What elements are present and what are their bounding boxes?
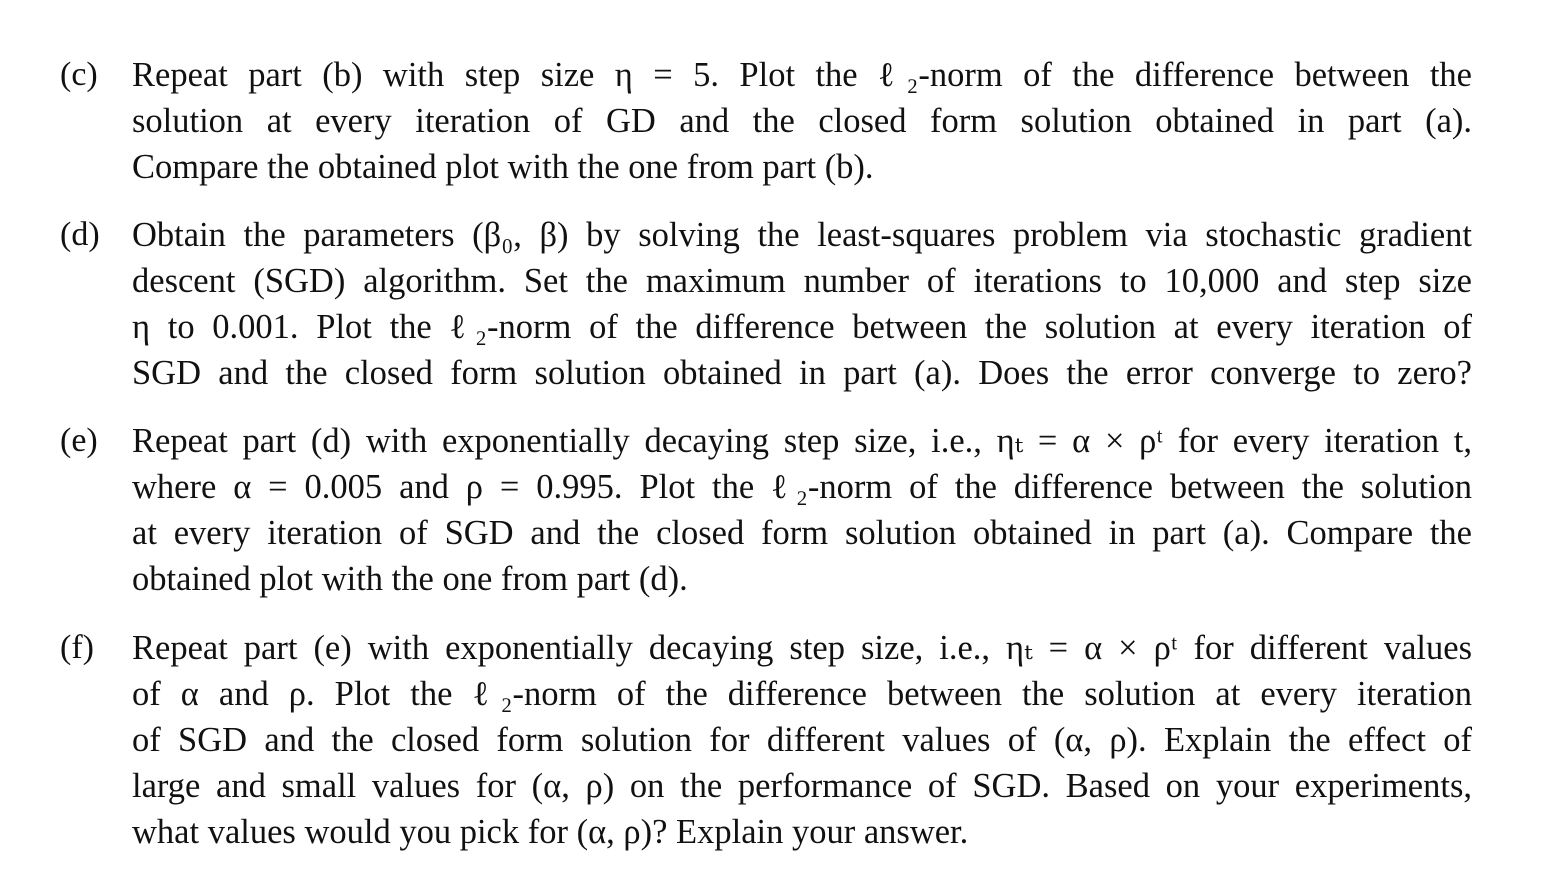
text-line: of α and ρ. Plot the ℓ₂-norm of the difference between the solution at every iteration <box>132 675 1472 713</box>
item-label-d: (d) <box>60 216 100 253</box>
item-text-e <box>132 418 1472 602</box>
text-line: Repeat part (e) with exponentially decaying step size, i.e., ηₜ = α × ρᵗ for different values <box>132 629 1472 667</box>
text-line: Repeat part (b) with step size η = 5. Plot the ℓ₂-norm of the difference between the <box>132 56 1472 94</box>
text-line: obtained plot with the one from part (d). <box>132 560 688 598</box>
item-text-c <box>132 52 1472 190</box>
item-label-c: (c) <box>60 56 98 93</box>
text-line: Compare the obtained plot with the one from part (b). <box>132 148 874 186</box>
text-line: η to 0.001. Plot the ℓ₂-norm of the difference between the solution at every iteration of <box>132 308 1472 346</box>
text-line: Repeat part (d) with exponentially decaying step size, i.e., ηₜ = α × ρᵗ for every iteration t, <box>132 422 1472 460</box>
text-line: large and small values for (α, ρ) on the performance of SGD. Based on your experiments, <box>132 767 1472 805</box>
item-text-f <box>132 625 1472 855</box>
text-line: where α = 0.005 and ρ = 0.995. Plot the ℓ₂-norm of the difference between the solution <box>132 468 1472 506</box>
text-line: solution at every iteration of GD and the closed form solution obtained in part (a). <box>132 102 1472 140</box>
text-line: of SGD and the closed form solution for different values of (α, ρ). Explain the effect of <box>132 721 1472 759</box>
item-text-d <box>132 212 1472 396</box>
item-label-e: (e) <box>60 422 98 459</box>
item-label-f: (f) <box>60 629 94 666</box>
text-line: at every iteration of SGD and the closed form solution obtained in part (a). Compare the <box>132 514 1472 552</box>
text-line: Obtain the parameters (β₀, β) by solving the least-squares problem via stochastic gradient <box>132 216 1472 254</box>
text-line: what values would you pick for (α, ρ)? Explain your answer. <box>132 813 969 851</box>
text-line: descent (SGD) algorithm. Set the maximum number of iterations to 10,000 and step size <box>132 262 1472 300</box>
text-line: SGD and the closed form solution obtained in part (a). Does the error converge to zero? <box>132 354 1472 392</box>
